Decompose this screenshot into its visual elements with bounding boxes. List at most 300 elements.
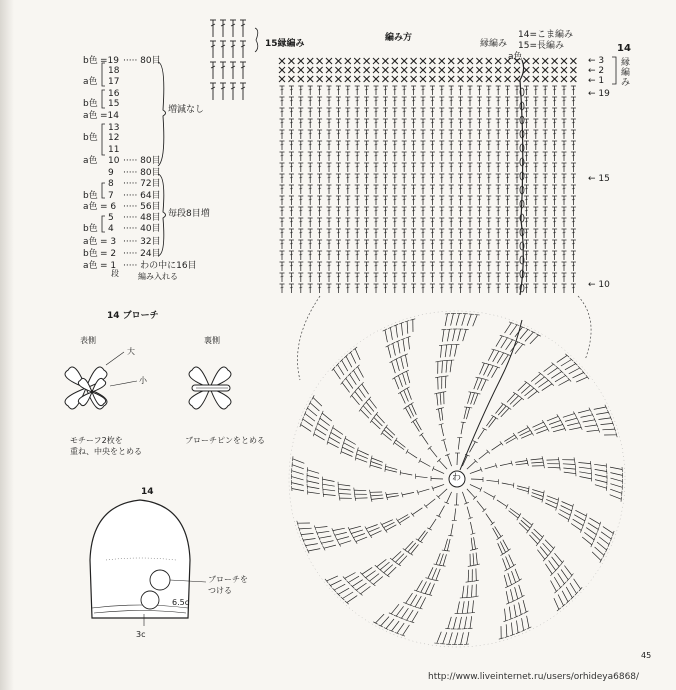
round-stitch [448,455,452,466]
round-stitch [342,360,348,371]
round-stitch [331,432,342,438]
round-stitch [413,421,419,431]
round-stitch [523,518,532,526]
round-stitch [338,489,350,490]
edging-bracket [612,57,616,84]
round-stitch-top [606,548,608,553]
round-stitch [439,460,447,469]
round-stitch [335,532,347,535]
round-stitch [579,472,591,474]
round-stitch [338,588,349,594]
round-stitch-top [578,366,582,370]
large-motif-label: 大 [127,347,135,356]
round-stitch [474,394,478,405]
row-stitch-count: ····· 72目 [123,179,161,189]
row-stitch-count: ····· 80目 [123,56,161,66]
round-stitch [473,315,478,327]
hat-dim-side: 6.5c [172,598,190,607]
round-stitch [396,440,406,447]
round-stitch [547,496,558,500]
round-stitch-top [494,417,498,420]
round-stitch [345,438,356,444]
round-stitch [554,577,560,588]
row-number: =19 [100,56,119,66]
round-stitch [305,414,315,422]
round-stitch [442,361,443,373]
round-stitch [317,531,329,533]
round-stitch [370,574,380,582]
round-stitch [467,601,469,613]
round-stitch [520,330,528,340]
round-stitch-top [518,579,522,582]
round-stitch-top [445,360,450,361]
round-stitch [376,414,384,423]
round-stitch-top [470,612,475,613]
round-stitch-top [353,347,357,350]
round-stitch [562,591,568,602]
round-stitch [403,339,405,351]
round-stitch [487,480,499,481]
round-stitch [584,532,594,539]
row-color: b色 [83,99,98,109]
round-stitch [292,471,304,475]
row-color: a色 [83,202,98,212]
round-stitch [308,492,320,494]
round-stitch-top [566,600,570,604]
round-stitch [355,349,360,360]
round-stitch-top [399,617,404,619]
round-stitch [431,479,443,480]
round-stitch [323,479,335,481]
round-stitch [564,566,572,576]
round-stitch-top [560,465,561,470]
round-stitch [488,366,494,377]
round-stitch [342,447,353,452]
round-stitch-top [352,369,356,373]
row-color: a色 [83,77,98,87]
round-stitch [531,459,543,460]
round-stitch-top [575,462,576,467]
round-stitch [438,489,447,497]
round-stitch [292,477,304,480]
round-stitch [345,573,356,579]
round-stitch [356,458,367,462]
round-stitch-top [562,604,566,607]
round-stitch [552,557,560,567]
round-stitch-top [571,596,575,600]
round-stitch [356,583,366,590]
round-stitch [439,506,445,517]
round-stitch-top [544,463,545,468]
round-stitch-top [317,421,319,426]
round-stitch [433,469,444,474]
round-stitch [292,489,304,491]
round-stitch [595,485,607,489]
round-stitch [502,483,514,485]
round-stitch-top [526,328,531,330]
round-stitch [467,314,471,326]
round-stitch [447,539,450,551]
round-stitch [497,353,503,364]
round-stitch [451,524,453,536]
round-stitch [447,329,449,341]
round-stitch [398,515,409,521]
connector-right [578,296,591,360]
round-stitch-top [352,536,355,540]
round-stitch [506,557,511,568]
round-stitch-top [491,522,495,525]
round-stitch [450,360,452,372]
color-a-label: a色 [508,52,523,62]
join-chain-link [520,144,524,152]
round-stitch-top [416,539,420,542]
round-stitch [293,459,305,464]
round-stitch [347,596,357,603]
row-number: 12 [108,133,120,143]
round-stitch [471,538,472,550]
round-stitch [437,393,438,405]
row-color: b色 [83,56,98,66]
round-stitch-top [468,566,473,567]
round-stitch [515,587,518,599]
round-stitch [351,352,356,363]
round-stitch [470,442,476,453]
round-stitch [553,429,565,432]
round-stitch [481,380,486,391]
round-stitch [437,632,442,644]
round-stitch [595,480,607,483]
hat-dim-bottom: 3c [136,630,146,639]
round-stitch [348,576,359,582]
round-stitch [581,415,593,418]
round-stitch [462,492,466,503]
round-stitch-top [411,513,414,517]
row-marker-19: ← 19 [588,89,610,99]
row-color: a色 [83,111,98,121]
round-stitch [403,625,410,635]
round-stitch [480,363,485,374]
round-stitch [449,632,453,644]
round-stitch-top [395,438,398,442]
round-stitch [563,464,575,465]
round-stitch [542,384,552,391]
round-stitch [368,528,379,533]
round-stitch [453,617,456,629]
round-stitch [517,488,529,491]
hat-brooch-small [141,591,159,609]
round-stitch [307,470,319,474]
round-stitch-top [514,581,518,584]
row-marker-2: ← 2 [588,66,605,76]
row-brace-b1 [102,90,105,108]
round-stitch [601,423,613,424]
hat-drawing [90,500,206,626]
edging-legend-15: 15=長編み [518,41,564,51]
round-stitch-top [384,628,389,630]
round-stitch [610,495,622,500]
round-stitch-top [321,411,323,416]
round-stitch [599,418,611,420]
round-stitch [522,618,524,630]
round-stitch [492,443,502,450]
round-stitch [531,496,542,500]
round-stitch [353,534,365,538]
round-stitch [530,335,539,344]
round-stitch [532,490,544,493]
rectangular-stitch-chart [279,57,616,295]
round-stitch [563,414,575,418]
row-number: = 1 [100,261,117,271]
round-stitch [603,527,613,534]
round-stitch [595,475,607,478]
round-stitch [465,617,467,629]
round-stitch [565,418,577,421]
row-brace-b3 [102,183,105,198]
round-stitch-top [557,414,560,418]
round-stitch-top [379,625,384,627]
round-stitch [416,420,422,431]
round-stitch [578,410,590,413]
round-stitch [441,408,442,420]
round-stitch-top [343,577,346,581]
round-stitch [594,464,606,466]
round-stitch [355,392,363,402]
round-stitch [349,526,361,529]
round-stitch [558,514,569,520]
round-stitch [301,425,311,432]
row-brace-a1 [102,63,105,86]
round-stitch [323,494,335,495]
round-stitch [474,378,478,389]
hat-brooch-note-1: ブローチを [208,575,248,584]
round-stitch [461,422,463,434]
round-stitch [457,453,458,465]
round-stitch [308,408,318,416]
round-stitch [536,429,547,433]
round-stitch [420,597,426,608]
round-stitch [440,393,441,405]
round-stitch [510,508,520,515]
round-stitch-top [443,376,448,377]
round-stitch [436,569,440,580]
chart-title: 編み方 [385,33,413,43]
round-stitch [573,519,584,525]
round-stitch-top [333,588,337,592]
round-stitch [547,416,558,421]
round-stitch-top [370,490,371,495]
back-caption: ブローチピンをとめる [185,436,265,445]
round-stitch [366,571,376,578]
brooch-drawings [65,352,231,409]
round-stitch-top [475,315,480,316]
round-stitch-top [564,374,568,378]
round-stitch-top [396,374,400,377]
round-stitch [515,344,523,354]
round-stitch-top [347,581,351,585]
round-stitch [561,506,572,511]
round-stitch [507,393,515,402]
row-stitch-count: ····· 64目 [123,191,161,201]
round-stitch [310,403,319,411]
round-stitch [574,579,581,589]
row-number: = 6 [100,202,117,212]
round-stitch [371,498,383,499]
round-stitch-top [591,543,593,548]
round-stitch [492,367,498,378]
round-join-chain [460,320,522,470]
round-stitch [406,593,413,603]
round-stitch [458,329,461,341]
round-stitch [519,585,523,597]
round-stitch [384,430,393,438]
round-stitch-top [469,597,474,598]
round-stitch [501,338,508,348]
round-stitch [395,554,404,563]
row-color: b色 [83,191,98,201]
pattern-number: 14 [617,43,631,54]
round-stitch-top [559,586,563,590]
round-stitch [551,425,563,429]
round-stitch-top [595,532,597,537]
row-axis-label: 段 [111,269,119,278]
round-stitch-top [389,630,394,632]
round-stitch-top [590,461,591,466]
round-stitch-top [559,418,562,422]
round-stitch [392,551,401,559]
round-stitch [443,632,447,644]
round-stitch [322,413,332,421]
round-stitch [303,539,315,541]
row-color: b色 [83,249,98,259]
round-stitch [493,528,499,539]
round-stitch-top [517,516,520,520]
round-stitch [595,469,607,471]
round-stitch [472,585,473,597]
round-stitch-top [473,441,478,443]
round-stitch [509,607,511,619]
round-stitch-top [329,584,332,588]
round-stitch [399,517,409,523]
row-stitch-count: ····· わの中に16目 [123,261,197,271]
round-stitch [371,462,382,466]
round-stitch [588,523,598,530]
round-stitch [430,448,438,457]
round-stitch [445,376,446,388]
round-stitch [533,422,544,427]
round-stitch [321,541,333,544]
round-stitch [398,375,402,387]
round-stitch [398,341,400,353]
round-stitch [415,596,421,607]
row-number: 9 [108,168,114,178]
round-stitch-top [356,365,360,368]
round-stitch [451,314,454,326]
round-stitch-top [442,329,447,330]
round-stitch-top [606,464,607,469]
round-stitch [392,361,396,373]
round-stitch-top [427,528,432,530]
row-number: = 2 [100,249,117,259]
round-stitch-top [608,542,610,547]
round-stitch [371,495,383,496]
round-stitch [501,408,509,417]
round-stitch [484,364,489,375]
round-stitch [439,409,441,421]
brace-no-change [158,62,166,166]
row-number: 11 [108,145,120,155]
round-stitch [370,465,382,468]
round-stitch-top [603,553,605,558]
round-stitch [366,525,377,529]
round-stitch [448,617,452,629]
round-stitch [402,492,414,495]
round-stitch [570,583,577,594]
round-stitch [457,493,458,505]
round-stitch [557,355,567,362]
round-stitch [470,522,473,534]
row-number: = 3 [100,237,117,247]
round-stitch [596,412,608,414]
round-stitch [513,398,522,406]
round-stitch [428,567,433,578]
round-stitch-top [521,343,526,345]
row-number: 10 [108,156,120,166]
round-stitch [562,502,573,507]
round-stitch [519,603,522,615]
round-stitch-top [582,523,584,528]
round-stitch [529,535,537,544]
round-stitch [316,429,326,436]
round-stitch-top [293,456,294,461]
round-stitch-top [339,491,340,496]
round-stitch [595,547,604,555]
round-stitch [559,380,570,386]
round-stitch [400,473,412,475]
round-stitch-top [330,430,332,435]
round-stitch [579,467,591,469]
round-stitch [426,499,435,507]
round-stitch [361,586,371,594]
round-stitch [493,351,499,362]
round-stitch [425,583,430,594]
watermark-url: http://www.liveinternet.ru/users/orhideya6868/ [428,672,640,682]
round-stitch [327,576,338,581]
round-stitch [515,569,520,580]
round-stitch [385,330,387,342]
round-stitch-top [467,407,472,408]
round-stitch-top [600,558,602,562]
round-stitch-top [468,628,473,629]
round-stitch-top [338,486,339,491]
round-stitch [538,380,548,387]
round-stitch [473,553,474,565]
round-stitch [342,383,350,393]
round-stitch [531,462,543,463]
round-stitch [421,435,428,445]
round-stitch [467,507,470,519]
round-stitch [400,392,405,403]
note-no-change: 増減なし [168,105,205,115]
round-stitch-top [515,436,518,440]
round-stitch [578,463,590,464]
round-stitch [354,370,360,381]
round-stitch [467,585,468,597]
round-stitch [338,484,350,486]
round-stitch [408,543,416,552]
round-stitch [514,605,516,617]
round-stitch [510,589,513,601]
round-stitch [548,467,560,468]
